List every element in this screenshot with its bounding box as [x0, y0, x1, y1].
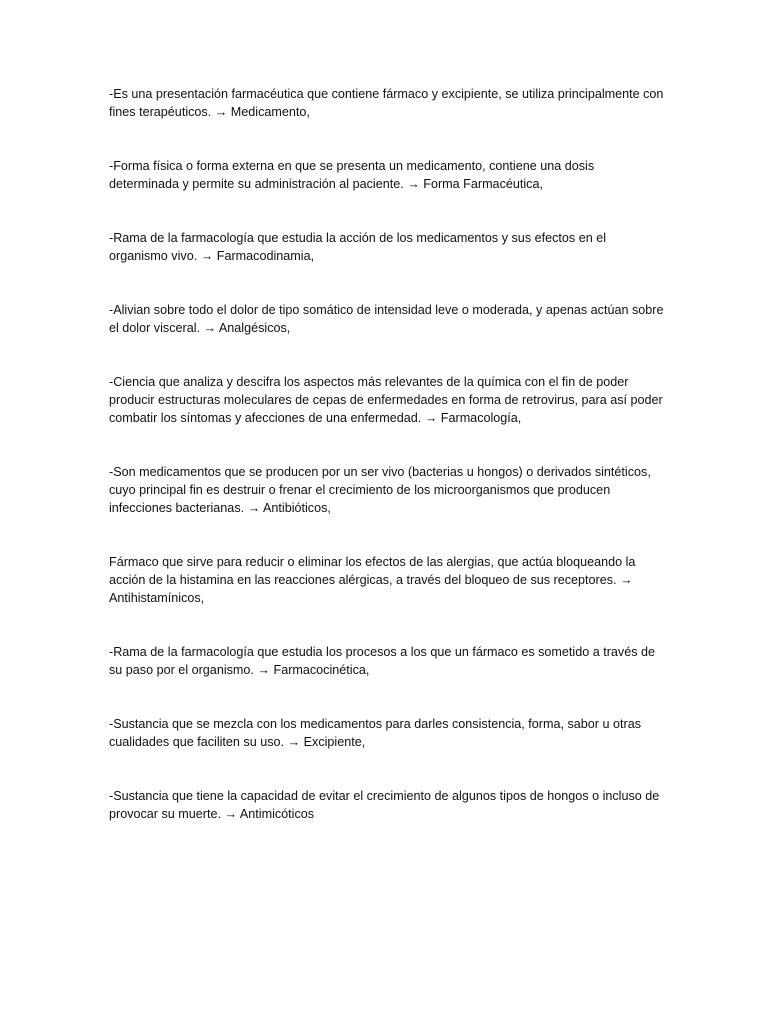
definition-antihistaminicos: Fármaco que sirve para reducir o eliminar los efectos de las alergias, que actúa bloqueando la acción de la histamina en las reacciones alérgicas, a través del bloqueo de sus receptores. → Antihistamínicos,: [109, 555, 636, 605]
document-body: [109, 85, 665, 859]
definition-farmacocinetica: -Rama de la farmacología que estudia los procesos a los que un fármaco es sometido a través de su paso por el organismo. → Farmacocinética,: [109, 645, 656, 677]
definition-excipiente: -Sustancia que se mezcla con los medicamentos para darles consistencia, forma, sabor u otras cualidades que faciliten su uso. → Excipiente,: [109, 717, 641, 749]
definition-antibioticos: -Son medicamentos que se producen por un ser vivo (bacterias u hongos) o derivados sintéticos, cuyo principal fin es destruir o frenar el crecimiento de los microorganismos que producen infecciones bacterianas. → Antibióticos,: [109, 465, 651, 515]
definition-forma-farmaceutica: -Forma física o forma externa en que se presenta un medicamento, contiene una dosis determinada y permite su administración al paciente. → Forma Farmacéutica,: [109, 159, 595, 191]
definition-antimicoticos: -Sustancia que tiene la capacidad de evitar el crecimiento de algunos tipos de hongos o incluso de provocar su muerte. → Antimicóticos: [109, 789, 660, 821]
definition-farmacologia: -Ciencia que analiza y descifra los aspectos más relevantes de la química con el fin de poder producir estructuras moleculares de cepas de enfermedades en forma de retrovirus, para así poder combatir los síntomas y afecciones de una enfermedad. → Farmacología,: [109, 375, 663, 425]
definition-medicamento: -Es una presentación farmacéutica que contiene fármaco y excipiente, se utiliza principalmente con fines terapéuticos. → Medicamento,: [109, 87, 664, 119]
definition-analgesicos: -Alivian sobre todo el dolor de tipo somático de intensidad leve o moderada, y apenas actúan sobre el dolor visceral. → Analgésicos,: [109, 303, 664, 335]
definition-farmacodinamia: -Rama de la farmacología que estudia la acción de los medicamentos y sus efectos en el organismo vivo. → Farmacodinamia,: [109, 231, 607, 263]
